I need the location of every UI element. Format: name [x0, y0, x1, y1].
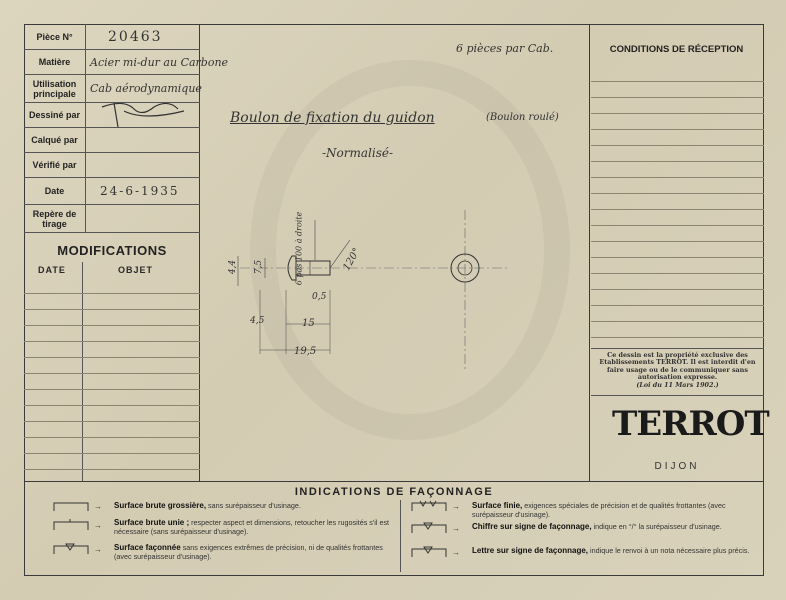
- indication-item: Lettre sur signe de façonnage, indique le renvoi à un nota nécessaire plus précis.: [472, 546, 750, 555]
- conditions-lines: [591, 66, 764, 346]
- dim-5: 0,5: [312, 292, 327, 302]
- dim-4: 120°: [341, 246, 363, 273]
- modifications-col-objet: OBJET: [118, 265, 154, 275]
- indication-item: Surface brute grossière, sans surépaisseur d'usinage.: [114, 501, 301, 510]
- letter-symbol: [410, 546, 448, 558]
- machined-surface-symbol: [52, 543, 90, 555]
- verifie-label: Vérifié par: [24, 153, 86, 177]
- date-row: [24, 178, 200, 205]
- quantity-note: 6 pièces par Cab.: [456, 42, 554, 55]
- arrow-icon: →: [452, 548, 460, 557]
- number-symbol: [410, 522, 448, 534]
- drawing-title-note: (Boulon roulé): [486, 112, 559, 123]
- piece-row: [24, 24, 200, 50]
- dim-8: 19,5: [294, 346, 317, 357]
- brand-logo: TERROT: [612, 404, 769, 444]
- utilisation-label: Utilisation principale: [24, 75, 86, 102]
- dim-3: 6 pas 100 à droite: [294, 211, 304, 286]
- rough-surface-symbol: [52, 500, 90, 512]
- brand-city: DIJON: [654, 461, 700, 472]
- modifications-col-date: DATE: [38, 265, 66, 275]
- arrow-icon: →: [94, 502, 102, 511]
- bolt-drawing: [200, 190, 589, 380]
- finished-surface-symbol: [410, 500, 448, 512]
- indication-item: Surface façonnée sans exigences extrêmes de précision, ni de qualités frottantes (avec surépaisseur d'usinage).: [114, 543, 383, 561]
- calque-row: [24, 128, 200, 153]
- repere-label: Repère de tirage: [24, 205, 86, 232]
- piece-value: 20463: [108, 28, 163, 45]
- conditions-title: CONDITIONS DE RÉCEPTION: [609, 44, 744, 55]
- repere-row: [24, 205, 200, 233]
- indication-item: Surface brute unie ; respecter aspect et dimensions, retoucher les rugosités s'il est nécessaire (sans surépaisseur d'usinage).: [114, 518, 390, 536]
- date-value: 24-6-1935: [100, 184, 180, 198]
- verifie-row: [24, 153, 200, 178]
- dim-7: 15: [302, 318, 315, 329]
- dim-6: 4,5: [250, 316, 265, 326]
- modifications-title: MODIFICATIONS: [57, 243, 167, 258]
- notice-text: Ce dessin est la propriété exclusive des Etablissements TERROT. Il est interdit d'en faire usage ou de le communiquer sans autorisation expresse.: [599, 351, 756, 382]
- arrow-icon: →: [94, 521, 102, 530]
- dessine-row: [24, 103, 200, 128]
- notice-law: (Loi du 11 Mars 1902.): [636, 380, 719, 389]
- dessine-label: Dessiné par: [24, 103, 86, 127]
- arrow-icon: →: [452, 502, 460, 511]
- modifications-lines: [24, 278, 200, 481]
- drawing-title: Boulon de fixation du guidon: [230, 110, 435, 126]
- utilisation-value: Cab aérodynamique: [90, 82, 202, 95]
- drawing-subtitle: -Normalisé-: [322, 146, 394, 160]
- piece-label: Pièce N°: [24, 24, 86, 49]
- matiere-label: Matière: [24, 50, 86, 74]
- matiere-row: [24, 50, 229, 75]
- indication-item: Chiffre sur signe de façonnage, indique en °/° la surépaisseur d'usinage.: [472, 522, 722, 531]
- dim-2: 7,5: [254, 259, 265, 275]
- date-label: Date: [24, 178, 86, 204]
- property-notice: [591, 348, 764, 396]
- indications-divider: [400, 500, 401, 572]
- indication-item: Surface finie, exigences spéciales de précision et de qualités frottantes (avec surépaisseur d'usinage).: [472, 501, 726, 519]
- arrow-icon: →: [94, 545, 102, 554]
- indications-title: INDICATIONS DE FAÇONNAGE: [294, 486, 494, 498]
- dim-1: 4,4: [228, 259, 239, 275]
- calque-label: Calqué par: [24, 128, 86, 152]
- arrow-icon: →: [452, 524, 460, 533]
- smooth-raw-surface-symbol: [52, 519, 90, 531]
- matiere-value: Acier mi-dur au Carbone: [90, 55, 229, 69]
